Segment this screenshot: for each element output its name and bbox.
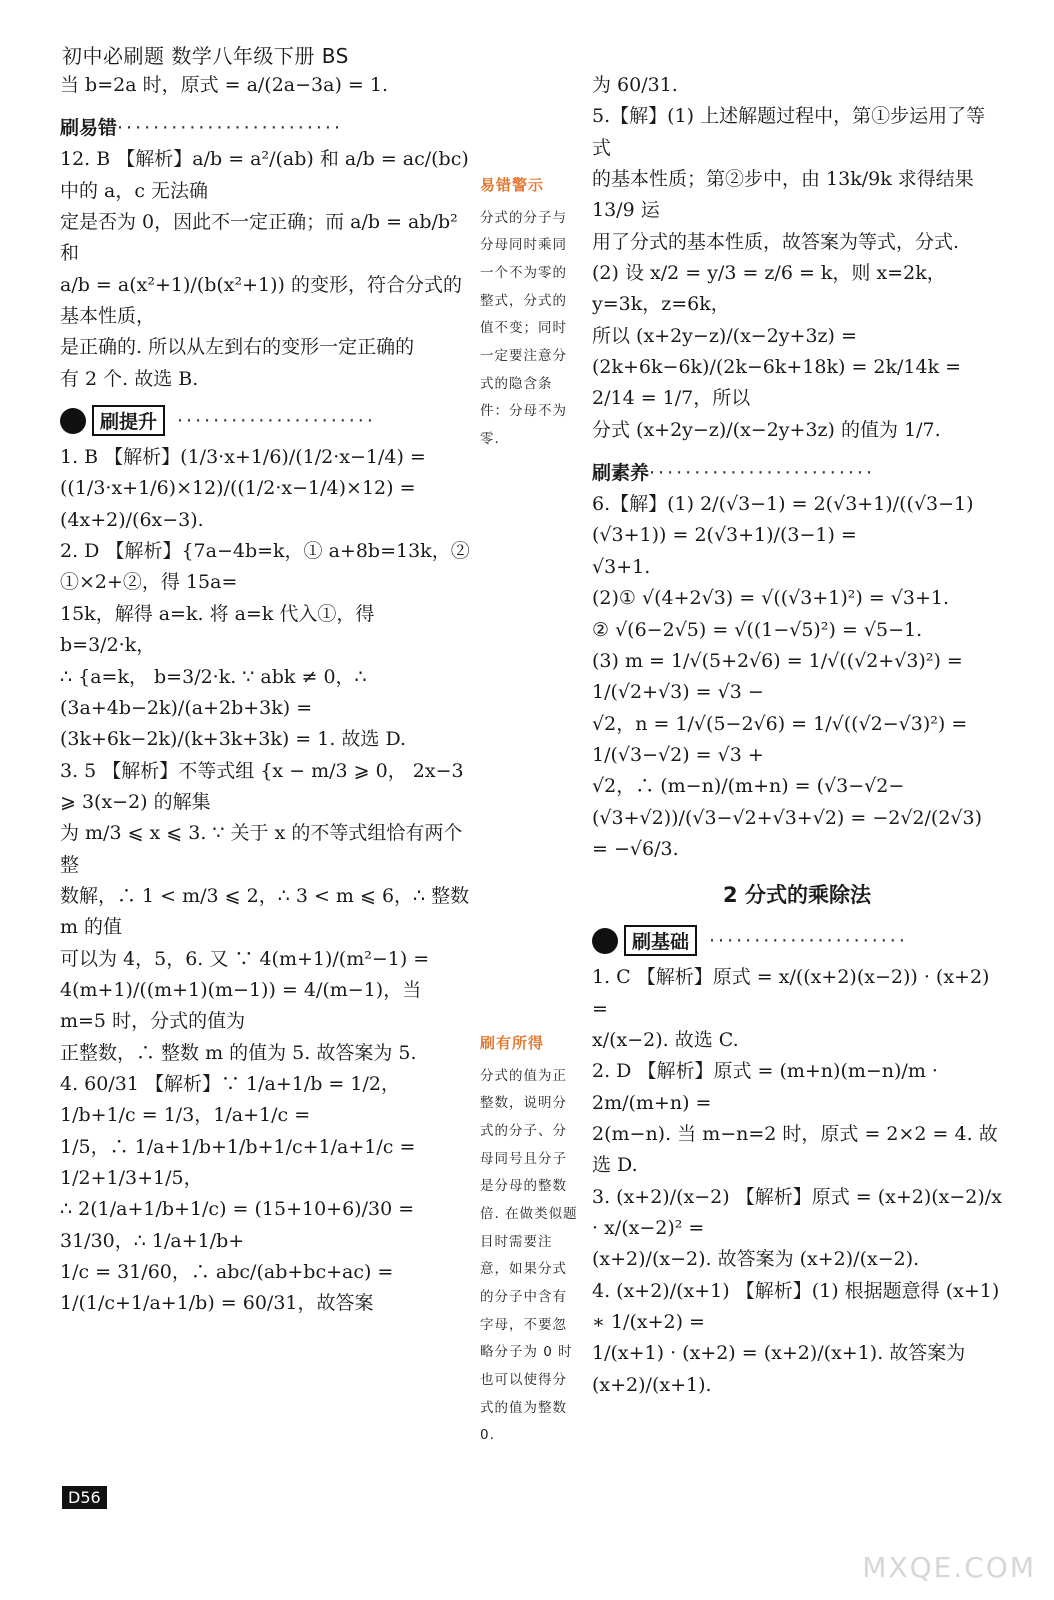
sidenote-error-warning — [480, 170, 580, 454]
section-tag-label: 刷素养 — [592, 462, 650, 485]
dotted-rule: ························· — [649, 462, 876, 485]
solution-line: (3) m = 1/√(5+2√6) = 1/√((√2+√3)²) = 1/(√2+√3) = √3 − — [592, 649, 963, 704]
section-tag — [60, 113, 343, 140]
solution-line: 3. (x+2)/(x−2) 【解析】原式 = (x+2)(x−2)/x · x/(x−2)² = — [592, 1185, 1002, 1239]
right-column — [592, 70, 1002, 1401]
solution-line: 15k，解得 a=k. 将 a=k 代入①，得 b=3/2·k， — [60, 602, 375, 657]
section-banner-label: 刷基础 — [624, 925, 697, 956]
section-tag — [592, 458, 875, 485]
solution-line: ∴ {a=k， b=3/2·k. ∵ abk ≠ 0，∴ (3a+4b−2k)/(a+2b+3k) = — [60, 665, 367, 719]
sidenote-text: 分式的分子与分母同时乘同一个不为零的整式，分式的值不变；同时一定要注意分式的隐含条件：分母不为零. — [480, 209, 567, 448]
solution-line: a/b = a(x²+1)/(b(x²+1)) 的变形，符合分式的基本性质， — [60, 273, 462, 328]
solution-line: 当 b=2a 时，原式 = a/(2a−3a) = 1. — [60, 74, 389, 96]
solution-line: 1/(x+1) · (x+2) = (x+2)/(x+1). 故答案为 (x+2)/(x+1). — [592, 1342, 966, 1396]
solution-line: 4. 60/31 【解析】∵ 1/a+1/b = 1/2，1/b+1/c = 1/3，1/a+1/c = — [60, 1072, 400, 1127]
solution-line: √2，n = 1/√(5−2√6) = 1/√((√2−√3)²) = 1/(√3−√2) = √3 + — [592, 712, 968, 766]
solution-line: 定是否为 0，因此不一定正确；而 a/b = ab/b² 和 — [60, 211, 458, 265]
solution-line: 用了分式的基本性质，故答案为等式，分式. — [592, 230, 960, 253]
section-banner — [60, 405, 376, 436]
sidenote-takeaway — [480, 1028, 580, 1450]
solution-line: 3. 5 【解析】不等式组 {x − m/3 ⩾ 0， 2x−3 ⩾ 3(x−2) 的解集 — [60, 759, 464, 813]
brush-icon — [592, 928, 618, 954]
solution-line: 1. B 【解析】(1/3·x+1/6)/(1/2·x−1/4) = ((1/3·x+1/6)×12)/((1/2·x−1/4)×12) = (4x+2)/(6x−3). — [60, 446, 426, 531]
solution-line: 2. D 【解析】原式 = (m+n)(m−n)/m · 2m/(m+n) = — [592, 1060, 938, 1114]
section-title: 2 分式的乘除法 — [723, 883, 871, 908]
sidenote-title: 刷有所得 — [480, 1034, 545, 1052]
solution-line: 可以为 4，5，6. 又 ∵ 4(m+1)/(m²−1) = — [60, 947, 430, 970]
solution-line: √2，∴ (m−n)/(m+n) = (√3−√2−(√3+√2))/(√3−√2+√3+√2) = −2√2/(2√3) = −√6/3. — [592, 775, 983, 860]
brush-icon — [60, 408, 86, 434]
solution-line: 5.【解】(1) 上述解题过程中，第①步运用了等式 — [592, 105, 986, 159]
dotted-rule: ······················ — [709, 929, 908, 952]
solution-line: (x+2)/(x−2). 故答案为 (x+2)/(x−2). — [592, 1248, 920, 1271]
solution-line: 1. C 【解析】原式 = x/((x+2)(x−2)) · (x+2) = — [592, 966, 990, 1020]
section-tag-label: 刷易错 — [60, 117, 118, 140]
solution-line: 2(m−n). 当 m−n=2 时，原式 = 2×2 = 4. 故 — [592, 1122, 998, 1145]
solution-line: (2)① √(4+2√3) = √((√3+1)²) = √3+1. — [592, 587, 950, 610]
solution-line: x/(x−2). 故选 C. — [592, 1028, 739, 1051]
solution-line: 是正确的. 所以从左到右的变形一定正确的 — [60, 336, 415, 359]
solution-line: 分式 (x+2y−z)/(x−2y+3z) 的值为 1/7. — [592, 418, 941, 441]
solution-line: 的基本性质；第②步中，由 13k/9k 求得结果 13/9 运 — [592, 168, 974, 222]
sidenote-text: 分式的值为正整数，说明分式的分子、分母同号且分子是分母的整数倍. 在做类似题目时需要注意，如果分式的分子中含有字母，不要忽略分子为 0 时也可以使得分式的值为整数 0. — [480, 1067, 578, 1444]
solution-line: 有 2 个. 故选 B. — [60, 367, 199, 390]
solution-line: ∴ 2(1/a+1/b+1/c) = (15+10+6)/30 = 31/30，∴ 1/a+1/b+ — [60, 1198, 415, 1252]
solution-line: 数解，∴ 1 < m/3 ⩽ 2，∴ 3 < m ⩽ 6，∴ 整数 m 的值 — [60, 884, 470, 939]
solution-line: 2. D 【解析】{7a−4b=k，① a+8b=13k，② ①×2+②，得 15a= — [60, 540, 470, 594]
solution-line: ② √(6−2√5) = √((1−√5)²) = √5−1. — [592, 618, 923, 641]
solution-line: 6.【解】(1) 2/(√3−1) = 2(√3+1)/((√3−1)(√3+1)) = 2(√3+1)/(3−1) = — [592, 493, 974, 547]
solution-line: 1/c = 31/60，∴ abc/(ab+bc+ac) = 1/(1/c+1/a+1/b) = 60/31，故答案 — [60, 1261, 394, 1315]
left-column — [60, 70, 470, 1320]
solution-line: 选 D. — [592, 1154, 638, 1177]
sidenote-title: 易错警示 — [480, 176, 545, 194]
section-banner — [592, 925, 908, 956]
solution-line: 4(m+1)/((m+1)(m−1)) = 4/(m−1)，当 m=5 时，分式的值为 — [60, 978, 422, 1033]
solution-line: 正整数，∴ 整数 m 的值为 5. 故答案为 5. — [60, 1041, 417, 1064]
solution-line: (3k+6k−2k)/(k+3k+3k) = 1. 故选 D. — [60, 728, 407, 751]
solution-line: 1/5，∴ 1/a+1/b+1/b+1/c+1/a+1/c = 1/2+1/3+1/5， — [60, 1135, 416, 1189]
solution-line: (2) 设 x/2 = y/3 = z/6 = k，则 x=2k，y=3k，z=6k， — [592, 262, 946, 316]
solution-line: √3+1. — [592, 555, 651, 578]
dotted-rule: ······················ — [177, 409, 376, 432]
running-head: 初中必刷题 数学八年级下册 BS — [62, 44, 349, 68]
solution-line: 为 m/3 ⩽ x ⩽ 3. ∵ 关于 x 的不等式组恰有两个整 — [60, 822, 463, 876]
solution-line: 4. (x+2)/(x+1) 【解析】(1) 根据题意得 (x+1) ∗ 1/(x+2) = — [592, 1279, 1000, 1334]
page-number: D56 — [62, 1486, 107, 1509]
section-banner-label: 刷提升 — [92, 405, 165, 436]
dotted-rule: ························· — [117, 117, 344, 140]
solution-line: 所以 (x+2y−z)/(x−2y+3z) = (2k+6k−6k)/(2k−6k+18k) = 2k/14k = 2/14 = 1/7，所以 — [592, 324, 962, 410]
watermark: MXQE.COM — [862, 1551, 1036, 1584]
solution-line: 12. B 【解析】a/b = a²/(ab) 和 a/b = ac/(bc) 中的 a，c 无法确 — [60, 148, 469, 202]
solution-line: 为 60/31. — [592, 74, 678, 96]
